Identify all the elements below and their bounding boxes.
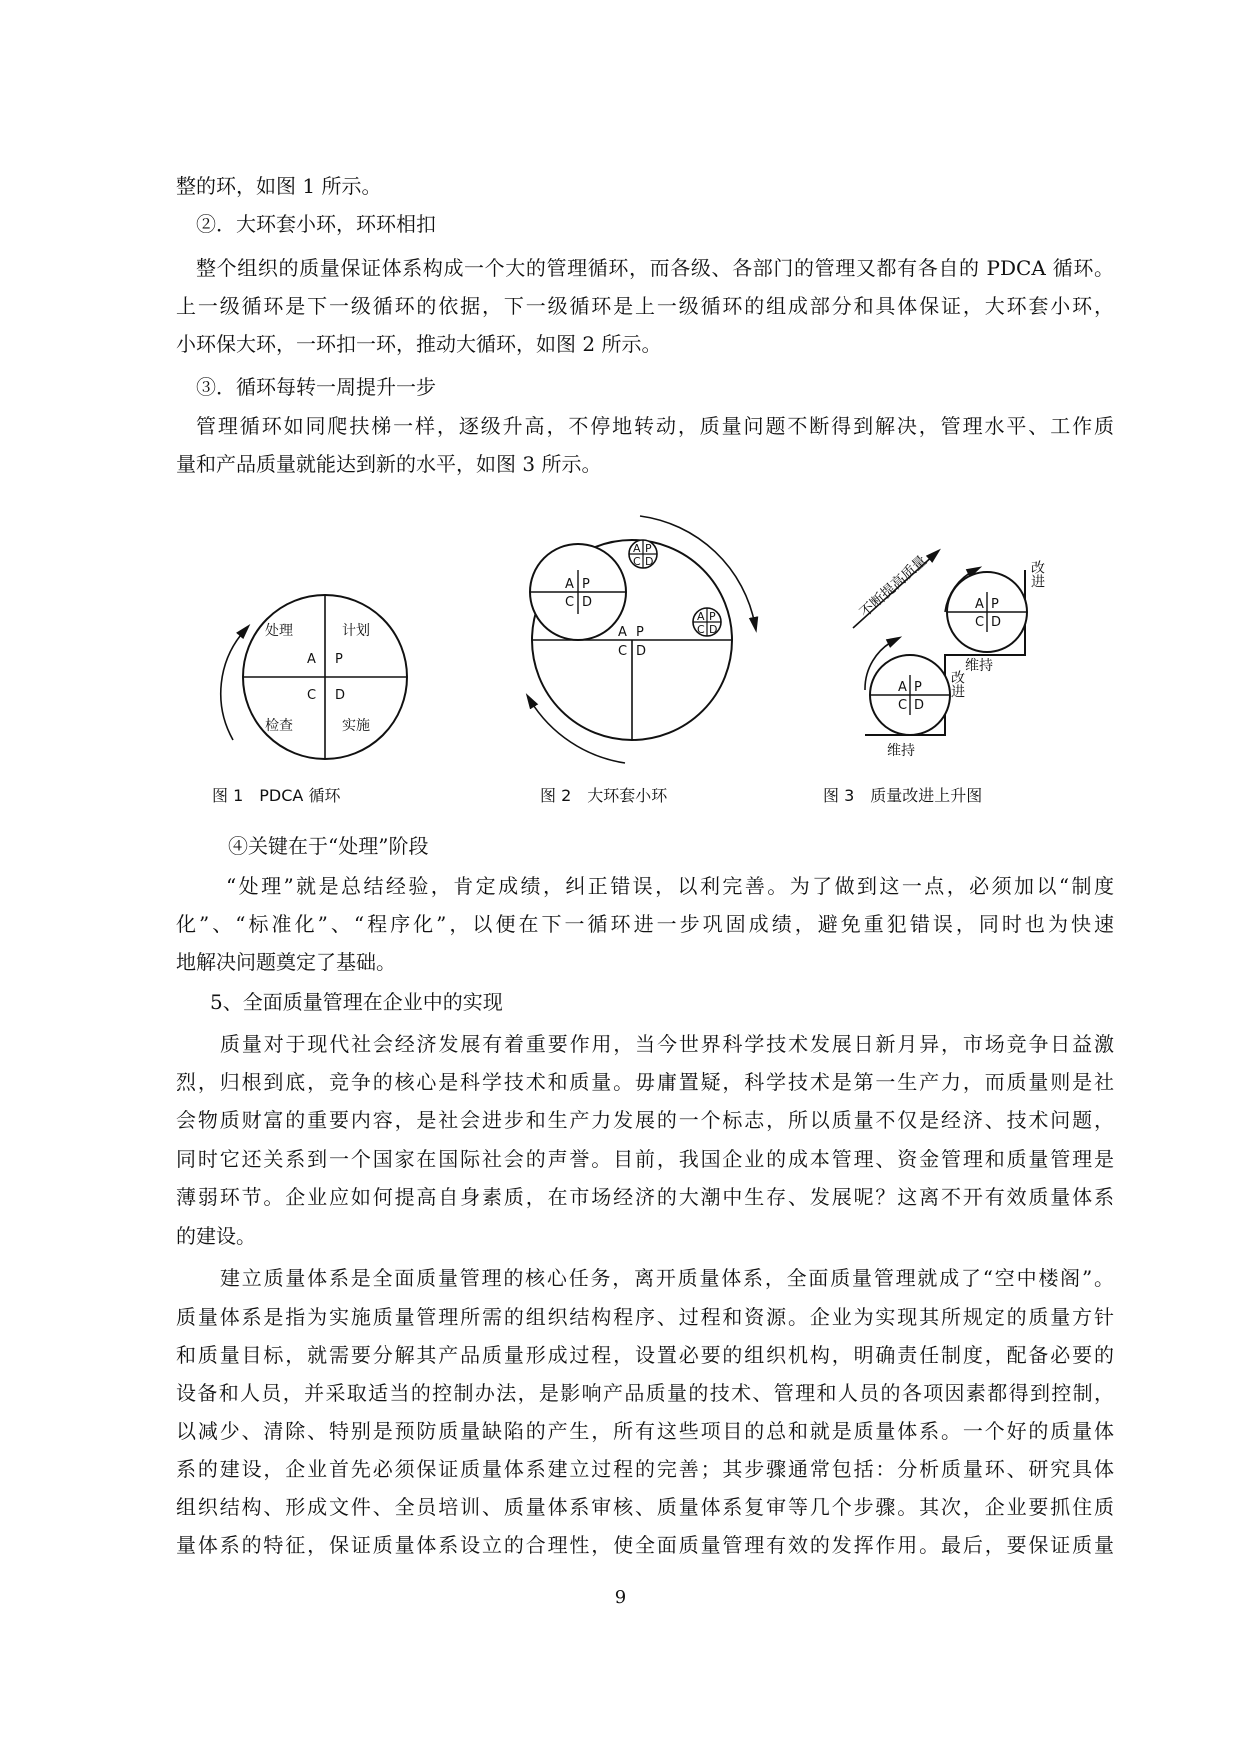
text-line: “处理”就是总结经验，肯定成绩，纠正错误，以利完善。为了做到这一点，必须加以“制度 [226, 874, 1114, 898]
letter-a: A [307, 652, 316, 667]
small-right-c: C [697, 623, 705, 636]
text-line: 组织结构、形成文件、全员培训、质量体系审核、质量体系复审等几个步骤。其次，企业要抓住质 [176, 1495, 1114, 1519]
text-line: 系的建设，企业首先必须保证质量体系建立过程的完善；其步骤通常包括：分析质量环、研究具体 [176, 1457, 1114, 1481]
label-check: 检查 [265, 718, 293, 734]
upper-d: D [991, 615, 1002, 630]
text-line: 量和产品质量就能达到新的水平，如图 3 所示。 [176, 452, 602, 476]
text-line: 量体系的特征，保证质量体系设立的合理性，使全面质量管理有效的发挥作用。最后，要保证质量 [176, 1533, 1114, 1557]
medium-d: D [582, 595, 593, 610]
label-do: 实施 [342, 718, 370, 734]
heading-2: ②．大环套小环，环环相扣 [196, 212, 436, 236]
text-line: 烈，归根到底，竞争的核心是科学技术和质量。毋庸置疑，科学技术是第一生产力，而质量则是社 [176, 1070, 1114, 1094]
text-line: 同时它还关系到一个国家在国际社会的声誉。目前，我国企业的成本管理、资金管理和质量管理是 [176, 1147, 1114, 1171]
text-line: 会物质财富的重要内容，是社会进步和生产力发展的一个标志，所以质量不仅是经济、技术问题， [176, 1108, 1114, 1132]
medium-c: C [565, 595, 575, 610]
upper-a: A [975, 597, 984, 612]
figure-3-caption: 图 3 质量改进上升图 [823, 786, 983, 805]
large-c: C [618, 644, 628, 659]
lower-d: D [914, 698, 925, 713]
page-number: 9 [614, 1587, 627, 1608]
figure-quality-improvement [845, 540, 1085, 765]
text-line: 质量体系是指为实施质量管理所需的组织结构程序、过程和资源。企业为实现其所规定的质量方针 [176, 1305, 1114, 1329]
lower-p: P [914, 680, 922, 695]
small-right-a: A [697, 610, 705, 623]
text-line: 质量对于现代社会经济发展有着重要作用，当今世界科学技术发展日新月异，市场竞争日益激 [220, 1032, 1114, 1056]
text-line: 建立质量体系是全面质量管理的核心任务，离开质量体系，全面质量管理就成了“空中楼阁”。 [220, 1266, 1114, 1290]
rotation-arrow-bottom [530, 700, 625, 763]
small-right-d: D [709, 623, 718, 636]
text-line: 以减少、清除、特别是预防质量缺陷的产生，所有这些项目的总和就是质量体系。一个好的质量体 [176, 1419, 1114, 1443]
nested-cycles-diagram [505, 510, 775, 770]
figure-pdca-cycle [215, 585, 415, 760]
medium-p: P [582, 577, 590, 592]
improve-label-lower: 改进 [949, 670, 965, 698]
small-right-p: P [709, 610, 716, 623]
text-line: 的建设。 [176, 1224, 256, 1248]
improve-label-upper: 改进 [1029, 560, 1045, 588]
text-line: 小环保大环，一环扣一环，推动大循环，如图 2 所示。 [176, 332, 662, 356]
letter-p: P [335, 652, 343, 667]
rotation-arrow-top [640, 516, 755, 625]
text-line: 整个组织的质量保证体系构成一个大的管理循环，而各级、各部门的管理又都有各自的 PDCA 循环。 [196, 256, 1114, 280]
text-line: 设备和人员，并采取适当的控制办法，是影响产品质量的技术、管理和人员的各项因素都得到控制， [176, 1381, 1114, 1405]
large-a: A [618, 625, 627, 640]
text-line: 地解决问题奠定了基础。 [176, 950, 396, 974]
small-top-p: P [645, 542, 652, 555]
lower-a: A [898, 680, 907, 695]
text-line: 化”、“标准化”、“程序化”，以便在下一循环进一步巩固成绩，避免重犯错误，同时也为快速 [176, 912, 1114, 936]
quality-arrow-label: 不断提高质量 [856, 552, 931, 621]
medium-a: A [565, 577, 574, 592]
heading-3: ③．循环每转一周提升一步 [196, 375, 436, 399]
text-line: 和质量目标，就需要分解其产品质量形成过程，设置必要的组织机构，明确责任制度，配备必要的 [176, 1343, 1114, 1367]
letter-c: C [307, 688, 317, 703]
pdca-cycle-diagram [215, 585, 415, 760]
label-plan: 计划 [342, 623, 370, 639]
figure-2-caption: 图 2 大环套小环 [540, 786, 668, 805]
figure-nested-cycles [505, 510, 775, 770]
letter-d: D [335, 688, 346, 703]
label-act: 处理 [265, 623, 293, 639]
small-top-c: C [633, 555, 641, 568]
figure-1-caption: 图 1 PDCA 循环 [212, 786, 341, 805]
large-d: D [636, 644, 647, 659]
rotation-arrow [221, 630, 245, 740]
heading-4: ④关键在于“处理”阶段 [228, 834, 429, 858]
large-p: P [636, 625, 644, 640]
maintain-label-lower: 维持 [887, 743, 915, 759]
lower-c: C [898, 698, 908, 713]
maintain-label-upper: 维持 [965, 658, 993, 674]
text-line: 上一级循环是下一级循环的依据，下一级循环是上一级循环的组成部分和具体保证，大环套小环， [176, 294, 1114, 318]
upper-c: C [975, 615, 985, 630]
heading-5: 5、全面质量管理在企业中的实现 [210, 990, 503, 1014]
text-line: 整的环，如图 1 所示。 [176, 174, 382, 198]
small-top-a: A [633, 542, 641, 555]
text-line: 管理循环如同爬扶梯一样，逐级升高，不停地转动，质量问题不断得到解决，管理水平、工作质 [196, 414, 1114, 438]
text-line: 薄弱环节。企业应如何提高自身素质，在市场经济的大潮中生存、发展呢？这离不开有效质量体系 [176, 1185, 1114, 1209]
quality-improvement-diagram [845, 540, 1085, 765]
small-top-d: D [645, 555, 654, 568]
upper-p: P [991, 597, 999, 612]
